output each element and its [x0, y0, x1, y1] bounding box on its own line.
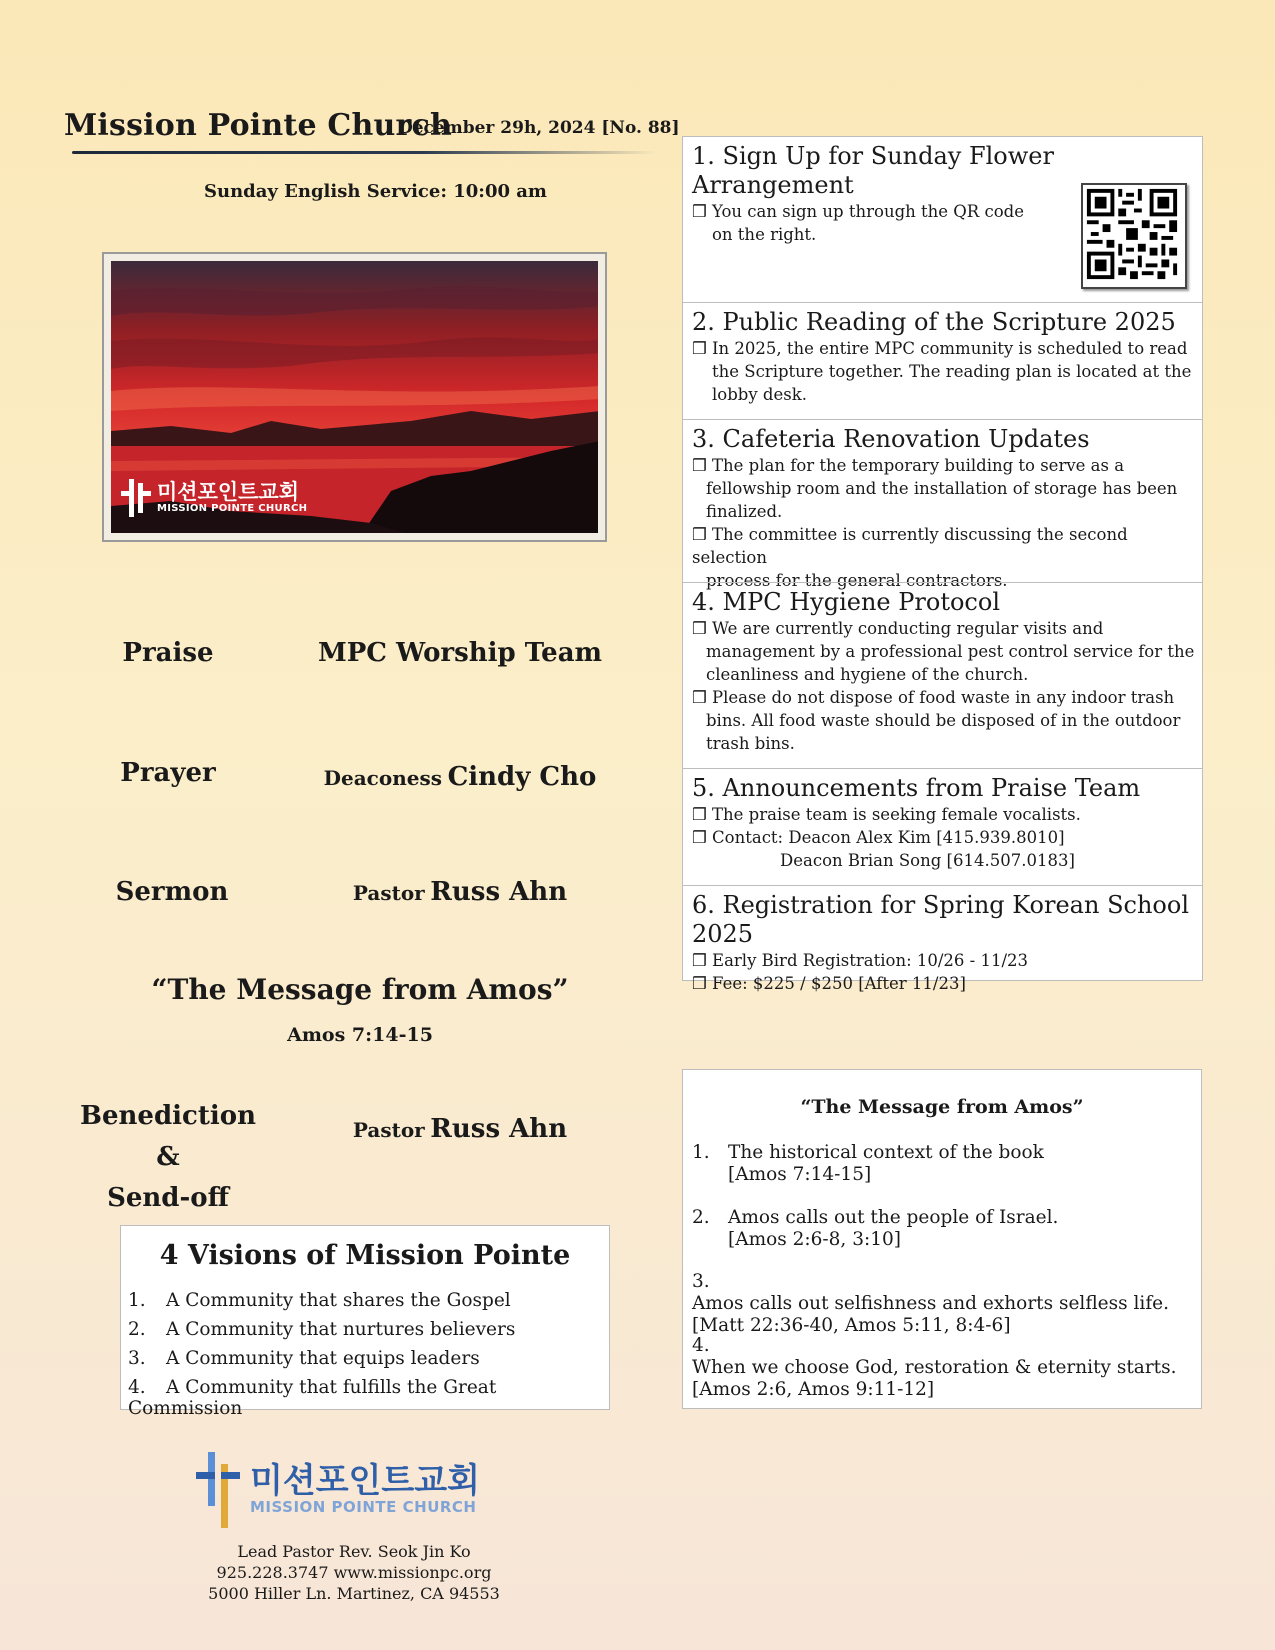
outline-number: 3. — [692, 1271, 710, 1292]
cross-logo-icon — [121, 477, 151, 519]
benediction-leader — [310, 1114, 610, 1144]
benediction-leader-title: Pastor — [352, 1118, 425, 1142]
sunset-photo — [111, 261, 598, 533]
vision-number: 4. — [128, 1377, 146, 1398]
announcement-line: ❒ We are currently conducting regular visits and — [692, 618, 1104, 638]
vision-text: A Community that nurtures believers — [166, 1319, 516, 1340]
prayer-leader-name: Cindy Cho — [447, 762, 597, 792]
sermon-outline-title: “The Message from Amos” — [800, 1096, 1084, 1118]
footer-logo-english: MISSION POINTE CHURCH — [250, 1498, 477, 1516]
announcement-item — [683, 768, 1202, 885]
praise-leader: MPC Worship Team — [317, 638, 603, 668]
announcement-line: ❒ Fee: $225 / $250 [After 11/23] — [692, 973, 966, 993]
church-name: Mission Pointe Church — [64, 108, 452, 143]
photo-logo-korean: 미션포인트교회 — [157, 480, 300, 504]
announcement-line: the Scripture together. The reading plan is located at the — [712, 361, 1192, 381]
announcement-line: ❒ Contact: Deacon Alex Kim [415.939.8010] — [692, 827, 1065, 847]
announcement-line: ❒ You can sign up through the QR code — [692, 201, 1024, 221]
announcement-item — [683, 885, 1202, 993]
header-divider — [72, 151, 657, 154]
outline-point — [692, 1271, 1201, 1337]
announcement-title: 3. Cafeteria Renovation Updates — [692, 425, 1090, 453]
benediction-leader-name: Russ Ahn — [430, 1114, 568, 1144]
qr-code-icon — [1083, 185, 1181, 283]
outline-number: 4. — [692, 1335, 710, 1356]
outline-number: 2. — [692, 1207, 710, 1228]
announcement-line: cleanliness and hygiene of the church. — [706, 664, 1029, 684]
outline-reference: [Matt 22:36-40, Amos 5:11, 8:4-6] — [692, 1315, 1011, 1336]
vision-number: 1. — [128, 1290, 146, 1311]
outline-reference: [Amos 2:6-8, 3:10] — [728, 1229, 901, 1250]
announcements-box — [682, 136, 1203, 993]
sermon-preacher — [310, 877, 610, 907]
sermon-preacher-name: Russ Ahn — [430, 877, 568, 907]
vision-item — [128, 1377, 609, 1419]
announcement-title: 1. Sign Up for Sunday Flower Arrangement — [692, 142, 1054, 199]
vision-text: A Community that equips leaders — [166, 1348, 480, 1369]
footer-church-logo — [196, 1450, 480, 1530]
issue-date: December 29h, 2024 [No. 88] — [398, 118, 680, 138]
visions-box — [120, 1225, 610, 1419]
announcement-line: bins. All food waste should be disposed of in the outdoor — [706, 710, 1181, 730]
announcement-line: Deacon Brian Song [614.507.0183] — [780, 850, 1075, 870]
photo-church-logo — [121, 477, 307, 519]
benediction-label-line2: Send-off — [107, 1183, 229, 1213]
announcement-line: ❒ In 2025, the entire MPC community is scheduled to read — [692, 338, 1188, 358]
benediction-label-line1: Benediction & — [80, 1101, 256, 1172]
announcement-line: management by a professional pest control service for the — [706, 641, 1195, 661]
sermon-title: “The Message from Amos” — [151, 973, 569, 1006]
announcement-line: ❒ The praise team is seeking female vocalists. — [692, 804, 1081, 824]
photo-logo-english: MISSION POINTE CHURCH — [157, 503, 308, 514]
announcement-line: fellowship room and the installation of storage has been — [706, 478, 1178, 498]
footer-logo-korean: 미션포인트교회 — [250, 1461, 480, 1501]
announcement-item — [683, 582, 1202, 768]
outline-text: When we choose God, restoration & eternity starts. — [692, 1357, 1177, 1378]
vision-item — [128, 1319, 515, 1340]
outline-reference: [Amos 2:6, Amos 9:11-12] — [692, 1379, 935, 1400]
service-time: Sunday English Service: 10:00 am — [204, 181, 547, 202]
announcement-line: on the right. — [712, 224, 817, 244]
outline-text: Amos calls out selfishness and exhorts selfless life. — [692, 1293, 1169, 1314]
outline-point — [692, 1207, 1058, 1251]
announcement-line: ❒ Early Bird Registration: 10/26 - 11/23 — [692, 950, 1029, 970]
sermon-label: Sermon — [115, 877, 229, 907]
announcement-line: trash bins. — [706, 733, 795, 753]
announcement-line: lobby desk. — [712, 384, 807, 404]
contact-info: 925.228.3747 www.missionpc.org — [216, 1563, 492, 1582]
lead-pastor: Lead Pastor Rev. Seok Jin Ko — [237, 1542, 471, 1561]
announcement-line: process for the general contractors. — [706, 570, 1008, 590]
announcement-item — [683, 302, 1202, 419]
prayer-leader — [310, 762, 610, 792]
vision-text: A Community that shares the Gospel — [166, 1290, 511, 1311]
vision-text: A Community that fulfills the Great Commission — [128, 1377, 497, 1419]
outline-point — [692, 1335, 1201, 1401]
announcement-title: 2. Public Reading of the Scripture 2025 — [692, 308, 1176, 336]
outline-point — [692, 1142, 1044, 1186]
announcement-title: 4. MPC Hygiene Protocol — [692, 588, 1000, 616]
benediction-label — [68, 1096, 268, 1219]
vision-item — [128, 1290, 511, 1311]
sermon-outline-box — [682, 1069, 1202, 1409]
vision-number: 2. — [128, 1319, 146, 1340]
praise-label: Praise — [122, 638, 214, 668]
sunset-photo-frame — [102, 252, 607, 542]
announcement-item — [683, 419, 1202, 590]
announcement-title: 6. Registration for Spring Korean School 2025 — [692, 891, 1189, 948]
sermon-reference: Amos 7:14-15 — [287, 1024, 433, 1046]
announcement-line: ❒ The committee is currently discussing the second selection — [692, 524, 1128, 567]
outline-text: The historical context of the book — [728, 1142, 1044, 1163]
outline-number: 1. — [692, 1142, 710, 1163]
qr-code[interactable] — [1081, 183, 1187, 289]
announcement-item — [683, 137, 1202, 302]
vision-item — [128, 1348, 480, 1369]
outline-reference: [Amos 7:14-15] — [728, 1164, 872, 1185]
church-address: 5000 Hiller Ln. Martinez, CA 94553 — [208, 1584, 500, 1603]
announcement-line: ❒ The plan for the temporary building to serve as a — [692, 455, 1125, 475]
cross-logo-icon — [196, 1450, 240, 1530]
announcement-line: finalized. — [706, 501, 783, 521]
visions-title: 4 Visions of Mission Pointe — [159, 1240, 571, 1271]
announcement-line: ❒ Please do not dispose of food waste in any indoor trash — [692, 687, 1175, 707]
vision-number: 3. — [128, 1348, 146, 1369]
announcement-title: 5. Announcements from Praise Team — [692, 774, 1141, 802]
outline-text: Amos calls out the people of Israel. — [728, 1207, 1059, 1228]
sermon-preacher-title: Pastor — [352, 881, 425, 905]
prayer-label: Prayer — [120, 758, 216, 788]
prayer-leader-title: Deaconess — [323, 766, 442, 790]
